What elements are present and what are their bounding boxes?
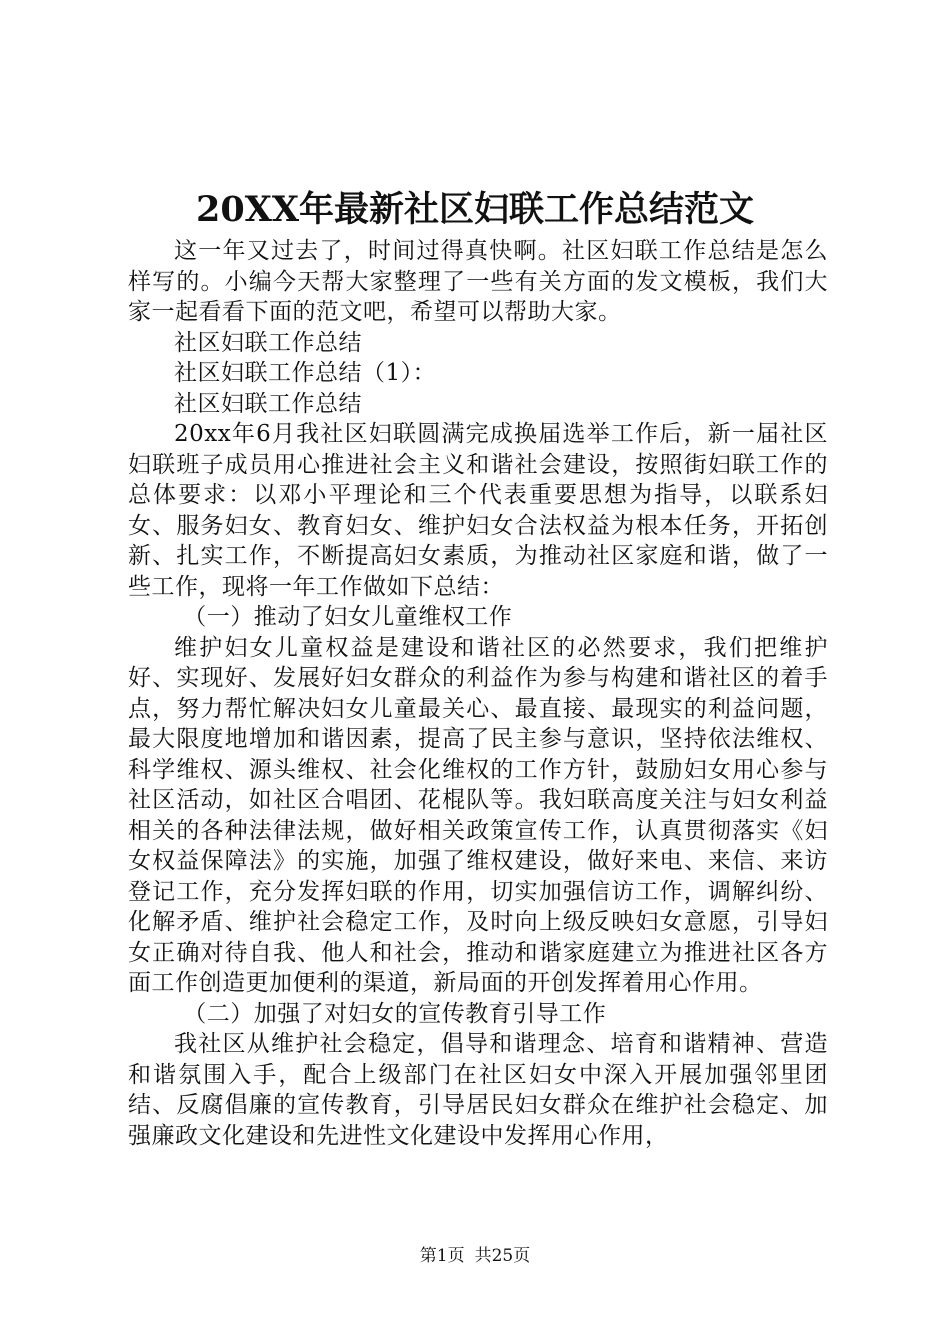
document-title: 20XX年最新社区妇联工作总结范文: [195, 189, 755, 230]
section-heading: （二）加强了对妇女的宣传教育引导工作: [183, 1000, 607, 1027]
paragraph-heading: 社区妇联工作总结（1）：: [174, 360, 437, 386]
paragraph-heading: 社区妇联工作总结: [174, 390, 362, 417]
page-number: 第1页: [419, 1246, 465, 1266]
document-body: [128, 236, 828, 1151]
paragraph-heading: 社区妇联工作总结: [174, 329, 362, 356]
page-footer: [0, 1244, 950, 1268]
page-count: 共25页: [474, 1246, 531, 1266]
paragraph-body: 我社区从维护社会稳定，倡导和谐理念、培育和谐精神、营造和谐氛围入手，配合上级部门在社区妇女中深入开展加强邻里团结、反腐倡廉的宣传教育，引导居民妇女群众在维护社会稳定、加强廉政文化建设和先进性文化建设中发挥用心作用，: [128, 1031, 828, 1149]
paragraph-body: 维护妇女儿童权益是建设和谐社区的必然要求，我们把维护好、实现好、发展好妇女群众的利益作为参与构建和谐社区的着手点，努力帮忙解决妇女儿童最关心、最直接、最现实的利益问题，最大限度地增加和谐因素，提高了民主参与意识，坚持依法维权、科学维权、源头维权、社会化维权的工作方针，鼓励妇女用心参与社区活动，如社区合唱团、花棍队等。我妇联高度关注与妇女利益相关的各种法律法规，做好相关政策宣传工作，认真贯彻落实《妇女权益保障法》的实施，加强了维权建设，做好来电、来信、来访登记工作，充分发挥妇联的作用，切实加强信访工作，调解纠纷、化解矛盾、维护社会稳定工作，及时向上级反映妇女意愿，引导妇女正确对待自我、他人和社会，推动和谐家庭建立为推进社区各方面工作创造更加便利的渠道，新局面的开创发挥着用心作用。: [128, 634, 828, 996]
paragraph-intro: 这一年又过去了，时间过得真快啊。社区妇联工作总结是怎么样写的。小编今天帮大家整理了一些有关方面的发文模板，我们大家一起看看下面的范文吧，希望可以帮助大家。: [128, 238, 828, 325]
paragraph-body: 20xx年6月我社区妇联圆满完成换届选举工作后，新一届社区妇联班子成员用心推进社会主义和谐社会建设，按照街妇联工作的总体要求：以邓小平理论和三个代表重要思想为指导，以联系妇女、服务妇女、教育妇女、维护妇女合法权益为根本任务，开拓创新、扎实工作，不断提高妇女素质，为推动社区家庭和谐，做了一些工作，现将一年工作做如下总结：: [128, 421, 828, 600]
section-heading: （一）推动了妇女儿童维权工作: [183, 604, 513, 630]
